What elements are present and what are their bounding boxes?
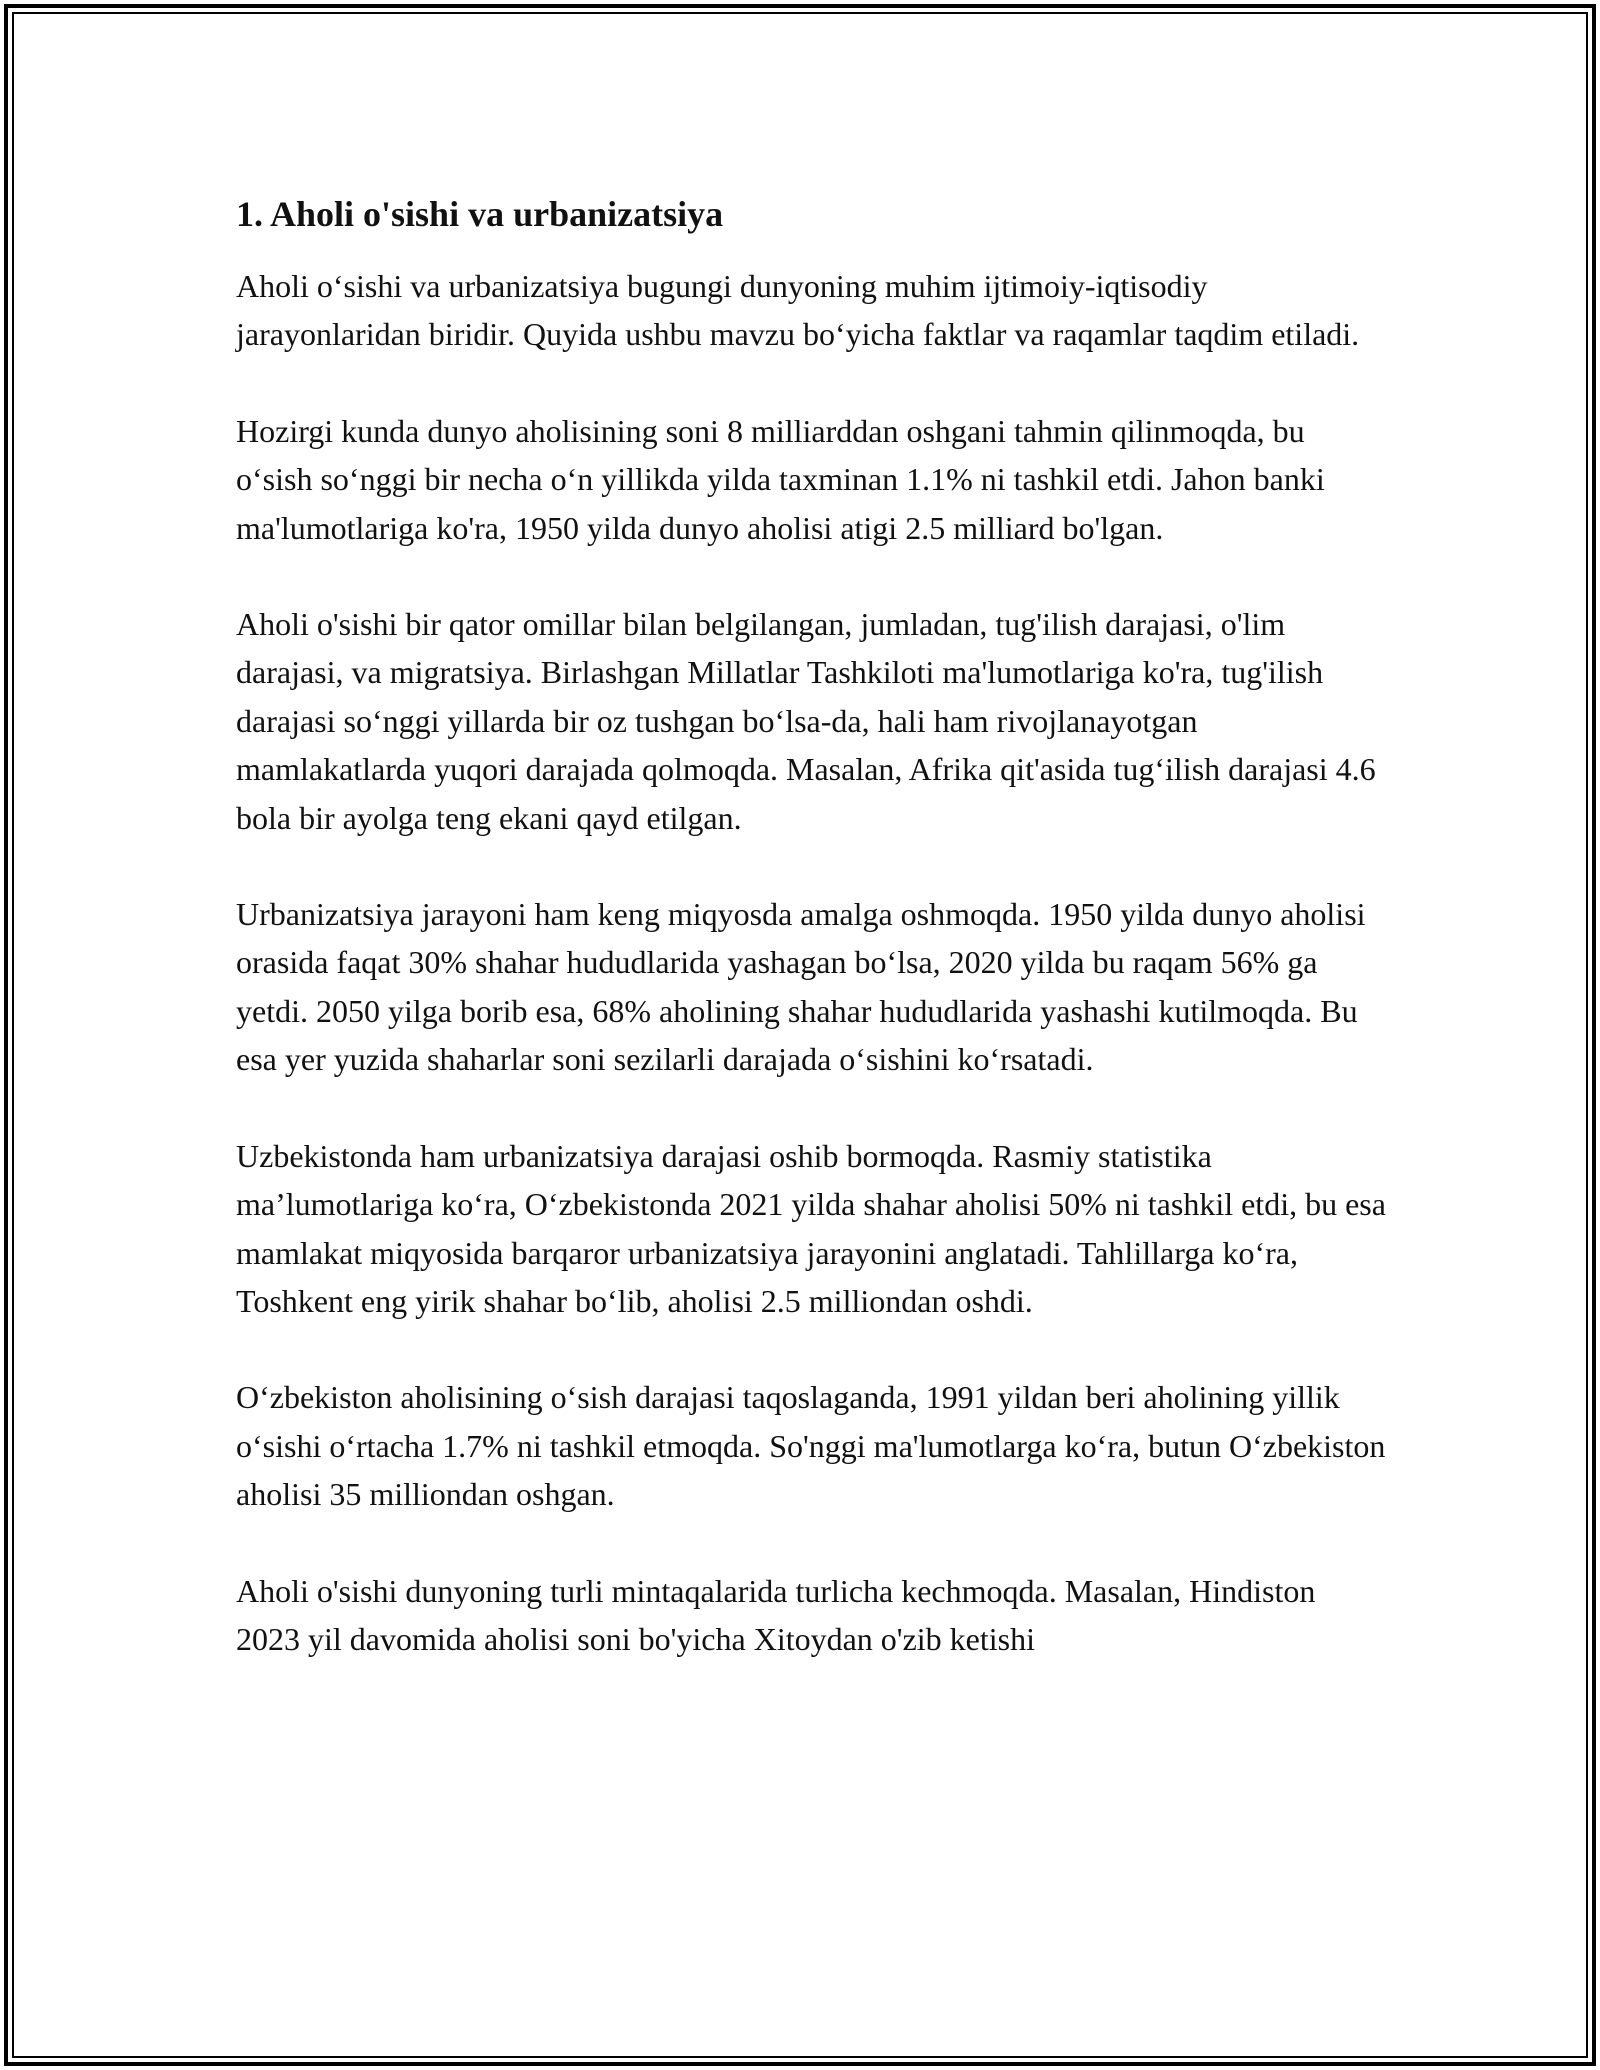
paragraph-urbanization: Urbanizatsiya jarayoni ham keng miqyosda amalga oshmoqda. 1950 yilda dunyo aholisi orasida faqat 30% shahar hududlarida yashagan bo‘lsa, 2020 yilda bu raqam 56% ga yetdi. 2050 yilga borib esa, 68% aholining shahar hududlarida yashashi kutilmoqda. Bu esa yer yuzida shaharlar soni sezilarli darajada o‘sishini ko‘rsatadi. — [236, 896, 1366, 1078]
paragraph-world-population: Hozirgi kunda dunyo aholisining soni 8 milliarddan oshgani tahmin qilinmoqda, bu o‘sish so‘nggi bir necha o‘n yillikda yilda taxminan 1.1% ni tashkil etdi. Jahon banki ma'lumotlariga ko'ra, 1950 yilda dunyo aholisi atigi 2.5 milliard bo'lgan. — [236, 412, 1325, 546]
document-body — [236, 190, 1386, 1711]
paragraph-growth-factors: Aholi o'sishi bir qator omillar bilan belgilangan, jumladan, tug'ilish darajasi, o'lim darajasi, va migratsiya. Birlashgan Millatlar Tashkiloti ma'lumotlariga ko'ra, tug'ilish darajasi so‘nggi yillarda bir oz tushgan bo‘lsa-da, hali ham rivojlanayotgan mamlakatlarda yuqori darajada qolmoqda. Masalan, Afrika qit'asida tug‘ilish darajasi 4.6 bola bir ayolga teng ekani qayd etilgan. — [236, 606, 1376, 836]
paragraph-intro: Aholi o‘sishi va urbanizatsiya bugungi dunyoning muhim ijtimoiy-iqtisodiy jarayonlaridan biridir. Quyida ushbu mavzu bo‘yicha faktlar va raqamlar taqdim etiladi. — [236, 268, 1360, 353]
paragraph-regional-growth: Aholi o'sishi dunyoning turli mintaqalarida turlicha kechmoqda. Masalan, Hindiston 2023 yil davomida aholisi soni bo'yicha Xitoydan o'zib ketishi — [236, 1572, 1316, 1657]
paragraph-uzbekistan-urbanization: Uzbekistonda ham urbanizatsiya darajasi oshib bormoqda. Rasmiy statistika ma’lumotlariga ko‘ra, O‘zbekistonda 2021 yilda shahar aholisi 50% ni tashkil etdi, bu esa mamlakat miqyosida barqaror urbanizatsiya jarayonini anglatadi. Tahlillarga ko‘ra, Toshkent eng yirik shahar bo‘lib, aholisi 2.5 milliondan oshdi. — [236, 1137, 1386, 1319]
section-heading: 1. Aholi o'sishi va urbanizatsiya — [236, 194, 724, 234]
paragraph-uzbekistan-growth: O‘zbekiston aholisining o‘sish darajasi taqoslaganda, 1991 yildan beri aholining yillik o‘sishi o‘rtacha 1.7% ni tashkil etmoqda. So'nggi ma'lumotlarga ko‘ra, butun O‘zbekiston aholisi 35 milliondan oshgan. — [236, 1379, 1386, 1513]
